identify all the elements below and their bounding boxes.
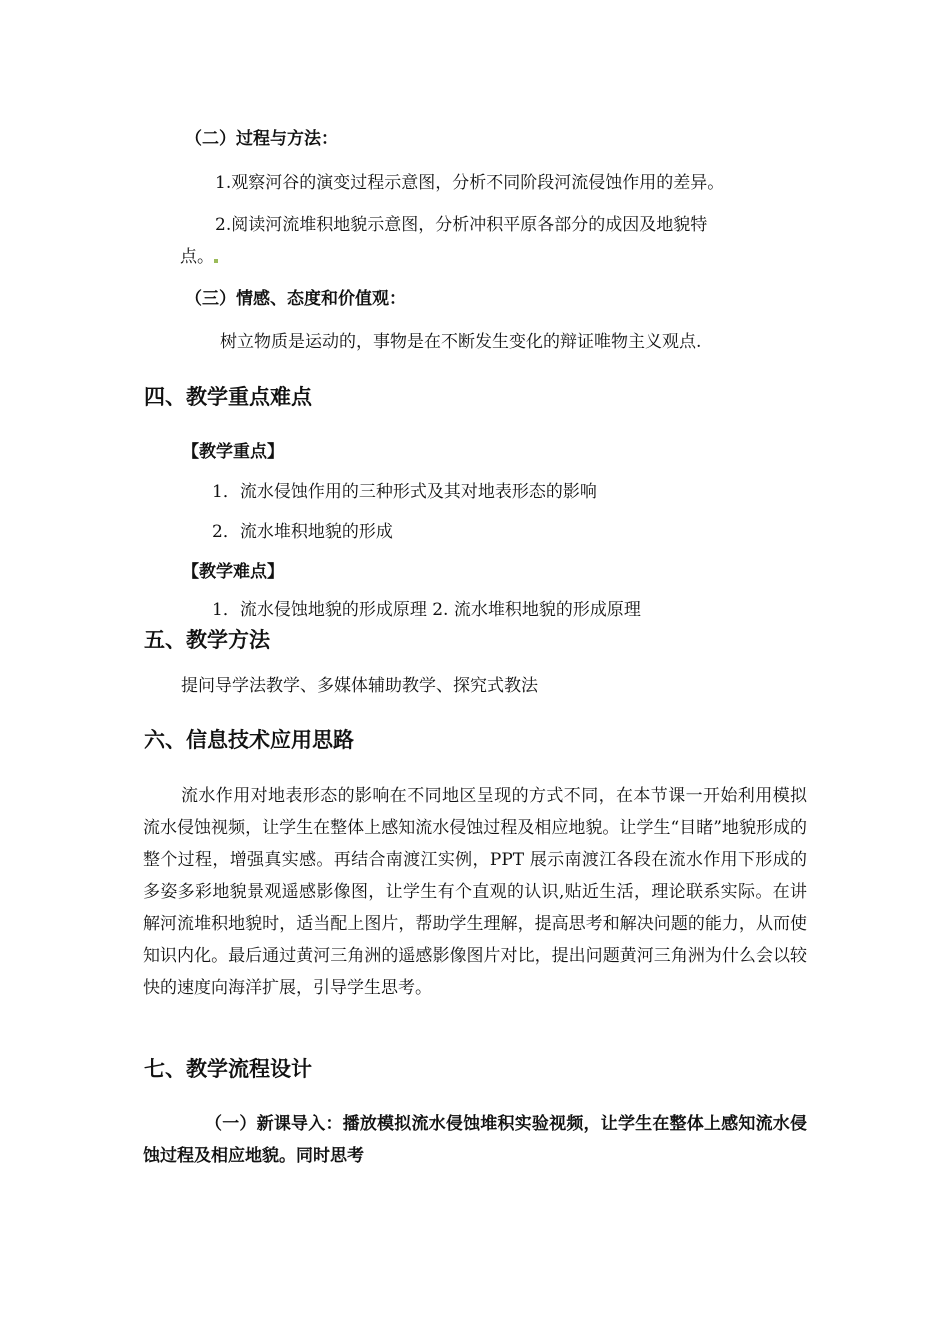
teaching-flow-intro: （一）新课导入：播放模拟流水侵蚀堆积实验视频，让学生在整体上感知流水侵蚀过程及相应地貌。同时思考 [143, 1114, 807, 1166]
label-key-points: 【教学重点】 [182, 442, 284, 462]
list-item: 树立物质是运动的，事物是在不断发生变化的辩证唯物主义观点. [220, 332, 702, 352]
section-title-teaching-flow: 七、教学流程设计 [144, 1056, 312, 1081]
list-item: 2.阅读河流堆积地貌示意图，分析冲积平原各部分的成因及地貌特 [215, 215, 708, 235]
section-title-it-application: 六、信息技术应用思路 [144, 727, 354, 752]
edit-marker [214, 259, 218, 263]
subheading-values: （三）情感、态度和价值观： [185, 289, 406, 309]
section-title-key-points: 四、教学重点难点 [144, 384, 312, 409]
list-item: 1．流水侵蚀地貌的形成原理 2. 流水堆积地貌的形成原理 [212, 600, 641, 620]
methods-text: 提问导学法教学、多媒体辅助教学、探究式教法 [181, 676, 538, 696]
list-item: 2．流水堆积地貌的形成 [212, 522, 393, 542]
list-item-continuation: 点。 [180, 247, 214, 267]
section-title-methods: 五、教学方法 [144, 627, 270, 652]
it-application-paragraph: 流水作用对地表形态的影响在不同地区呈现的方式不同，在本节课一开始利用模拟流水侵蚀视频，让学生在整体上感知流水侵蚀过程及相应地貌。让学生“目睹”地貌形成的整个过程，增强真实感。再结合南渡江实例，PPT 展示南渡江各段在流水作用下形成的多姿多彩地貌景观遥感影像图，让学生有个直观的认识,贴近生活，理论联系实际。在讲解河流堆积地貌时，适当配上图片，帮助学生理解，提高思考和解决问题的能力，从而使知识内化。最后通过黄河三角洲的遥感影像图片对比，提出问题黄河三角洲为什么会以较快的速度向海洋扩展，引导学生思考。 [143, 786, 807, 998]
list-item: 1．流水侵蚀作用的三种形式及其对地表形态的影响 [212, 482, 597, 502]
list-item: 1.观察河谷的演变过程示意图，分析不同阶段河流侵蚀作用的差异。 [215, 173, 725, 193]
subheading-process-methods: （二）过程与方法： [185, 129, 338, 149]
label-difficult-points: 【教学难点】 [182, 562, 284, 582]
